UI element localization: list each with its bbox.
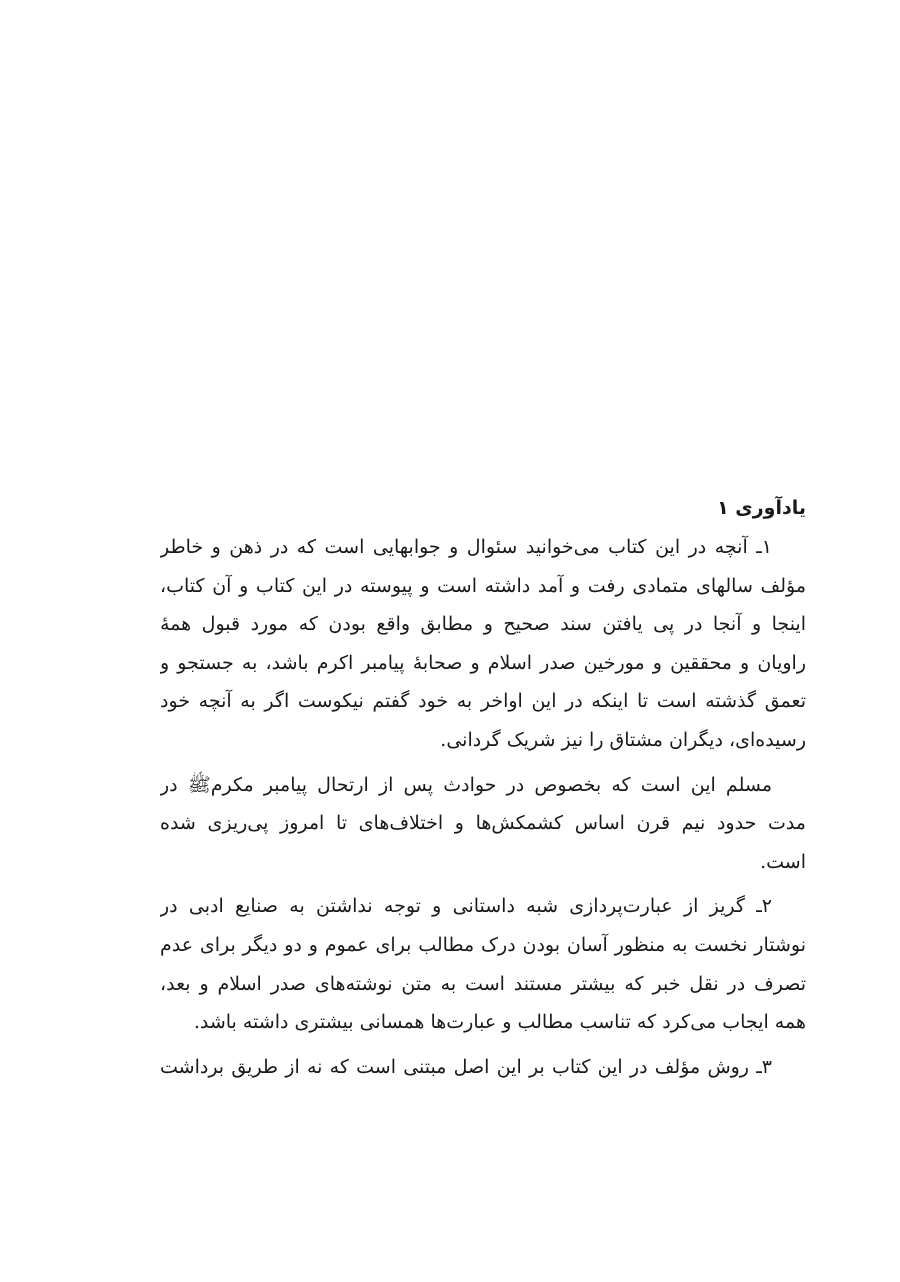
text-line: ۳ـ روش مؤلف در این کتاب بر این اصل مبتنی است که نه از طریق برداشت: [160, 1055, 772, 1078]
text-line: ۱ـ آنچه در این کتاب می‌خوانید سئوال و جوابهایی است که در ذهن و خاطر: [160, 536, 772, 558]
text-line: اینجا و آنجا در پی یافتن سند صحیح و مطابق واقع بودن که مورد قبول همهٔ: [160, 613, 806, 636]
text-line: مدت حدود نیم قرن اساس کشمکش‌ها و اختلاف‌های تا امروز پی‌ریزی شده: [160, 812, 806, 835]
text-line: راویان و محققین و مورخین صدر اسلام و صحابهٔ پیامبر اکرم باشد، به جستجو و: [160, 651, 806, 674]
paragraph-2: [160, 766, 806, 882]
text-line: تصرف در نقل خبر که بیشتر مستند است به متن نوشته‌های صدر اسلام و بعد،: [160, 972, 806, 995]
text-line: مؤلف سالهای متمادی رفت و آمد داشته است و پیوسته در این کتاب و آن کتاب،: [160, 574, 806, 597]
document-page: [160, 488, 806, 1086]
text-line: ۲ـ گریز از عبارت‌پردازی شبه داستانی و توجه نداشتن به صنایع ادبی در: [160, 895, 772, 918]
text-line: مسلم این است که بخصوص در حوادث پس از ارتحال پیامبر مکرمﷺ در: [160, 773, 772, 796]
paragraph-4: [160, 1048, 806, 1087]
text-line: همه ایجاب می‌کرد که تناسب مطالب و عبارت‌ها همسانی بیشتری داشته باشد.: [193, 1011, 806, 1034]
section-heading: یادآوری ۱: [717, 497, 806, 519]
text-line: تعمق گذشته است تا اینکه در این اواخر به خود گفتم نیکوست اگر به آنچه خود: [160, 690, 806, 713]
paragraph-3: [160, 887, 806, 1041]
text-line: رسیده‌ای، دیگران مشتاق را نیز شریک گردانی.: [440, 728, 806, 751]
paragraph-1: [160, 528, 806, 760]
text-line: نوشتار نخست به منظور آسان بودن درک مطالب برای عموم و دو دیگر برای عدم: [160, 933, 806, 956]
text-line: است.: [760, 850, 806, 873]
